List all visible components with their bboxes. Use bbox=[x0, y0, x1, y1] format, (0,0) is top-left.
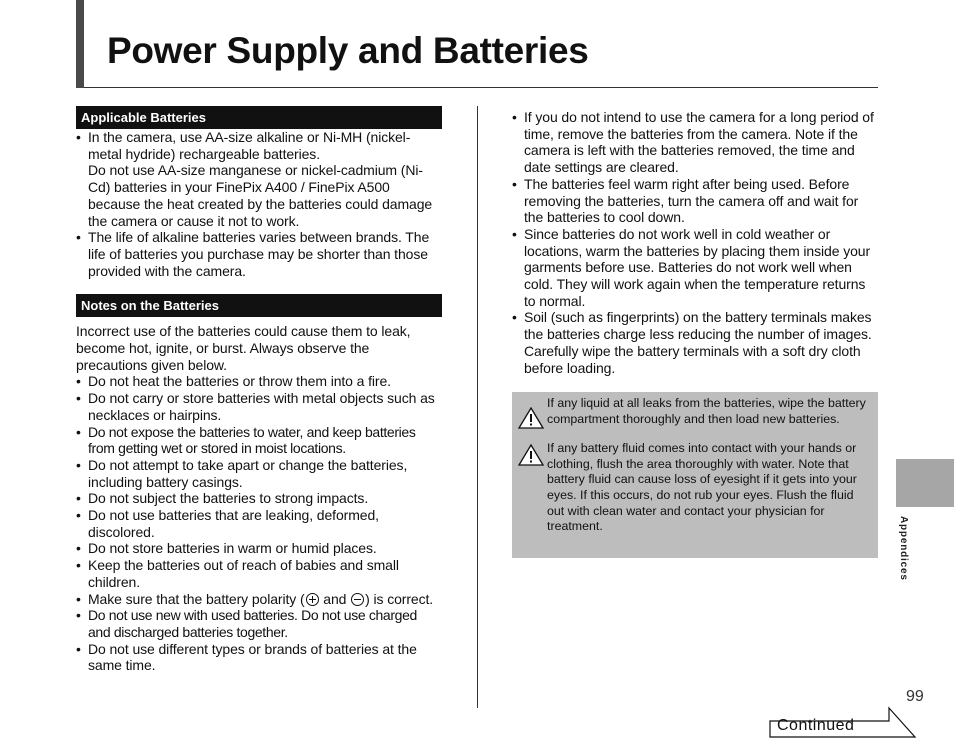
polarity-text-before: Make sure that the battery polarity ( bbox=[88, 590, 305, 607]
list-item: • Since batteries do not work well in cold weather or locations, warm the batteries by placing them inside your garments before use. Batteries do not work well when cold. They will work again when the temperature returns to normal. bbox=[512, 226, 878, 310]
list-item-polarity bbox=[76, 591, 442, 608]
notes-list bbox=[76, 373, 442, 674]
left-column bbox=[76, 106, 442, 674]
list-item: • Do not use different types or brands of batteries at the same time. bbox=[76, 641, 442, 674]
list-item bbox=[76, 129, 442, 229]
list-item: • Do not use new with used batteries. Do not use charged and discharged batteries together. bbox=[76, 607, 442, 640]
plus-polarity-icon bbox=[306, 593, 319, 606]
list-item: • Do not expose the batteries to water, and keep batteries from getting wet or stored in moist locations. bbox=[76, 424, 442, 457]
notes-intro: Incorrect use of the batteries could cause them to leak, become hot, ignite, or burst. Always observe the precautions given below. bbox=[76, 323, 411, 373]
caution-box bbox=[512, 392, 878, 558]
list-item: • Do not attempt to take apart or change the batteries, including battery casings. bbox=[76, 457, 442, 490]
list-item: • Do not subject the batteries to strong impacts. bbox=[76, 490, 442, 507]
caution-item bbox=[516, 441, 870, 535]
list-item-subtext: Do not use AA-size manganese or nickel-cadmium (Ni-Cd) batteries in your FinePix A400 / FinePix A500 because the heat created by the batteries could damage the camera or cause it not to work. bbox=[88, 162, 433, 229]
list-item: • Do not store batteries in warm or humid places. bbox=[76, 540, 442, 557]
title-underline bbox=[84, 87, 878, 88]
section-tab bbox=[896, 459, 954, 507]
list-item: • The batteries feel warm right after being used. Before removing the batteries, turn the camera off and wait for the batteries to cool down. bbox=[512, 176, 878, 226]
column-divider bbox=[477, 106, 478, 708]
list-item: • Do not heat the batteries or throw them into a fire. bbox=[76, 373, 442, 390]
list-item: • Do not use batteries that are leaking, deformed, discolored. bbox=[76, 507, 442, 540]
page-title: Power Supply and Batteries bbox=[107, 30, 589, 71]
minus-polarity-icon bbox=[351, 593, 364, 606]
right-notes-list bbox=[512, 109, 878, 376]
warning-triangle-icon bbox=[518, 444, 544, 466]
caution-text: If any battery fluid comes into contact with your hands or clothing, flush the area thoroughly with water. Note that battery fluid can cause loss of eyesight if it gets into your eyes. If this occurs, do not rub your eyes. Flush the fluid out with clean water and contact your physician for treatment. bbox=[547, 441, 857, 534]
list-item: • Soil (such as fingerprints) on the battery terminals makes the batteries charge less reducing the number of images. Carefully wipe the battery terminals with a soft dry cloth before loading. bbox=[512, 309, 878, 376]
polarity-text-between: and bbox=[319, 590, 351, 607]
applicable-list bbox=[76, 129, 442, 279]
list-item: • Do not carry or store batteries with metal objects such as necklaces or hairpins. bbox=[76, 390, 442, 423]
polarity-text-after: ) is correct. bbox=[365, 590, 434, 607]
right-column bbox=[512, 109, 878, 376]
list-item: • The life of alkaline batteries varies between brands. The life of batteries you purchase may be shorter than those provided with the camera. bbox=[76, 229, 442, 279]
page-number: 99 bbox=[906, 688, 924, 705]
continued-indicator bbox=[769, 706, 919, 740]
caution-text: If any liquid at all leaks from the batteries, wipe the battery compartment thoroughly and then load new batteries. bbox=[547, 396, 866, 426]
warning-triangle-icon bbox=[518, 407, 544, 429]
title-accent-bar bbox=[76, 0, 84, 88]
side-label-appendices: Appendices bbox=[898, 516, 909, 581]
section-header-applicable: Applicable Batteries bbox=[76, 106, 442, 129]
caution-item bbox=[516, 396, 870, 427]
list-item: • If you do not intend to use the camera for a long period of time, remove the batteries from the camera. Note if the camera is left with the batteries removed, the time and date settings are cleared. bbox=[512, 109, 878, 176]
section-header-notes: Notes on the Batteries bbox=[76, 294, 442, 317]
list-item: • Keep the batteries out of reach of babies and small children. bbox=[76, 557, 442, 590]
continued-label: Continued bbox=[777, 717, 855, 734]
list-item-text: In the camera, use AA-size alkaline or Ni-MH (nickel-metal hydride) rechargeable batteries. bbox=[88, 129, 411, 162]
